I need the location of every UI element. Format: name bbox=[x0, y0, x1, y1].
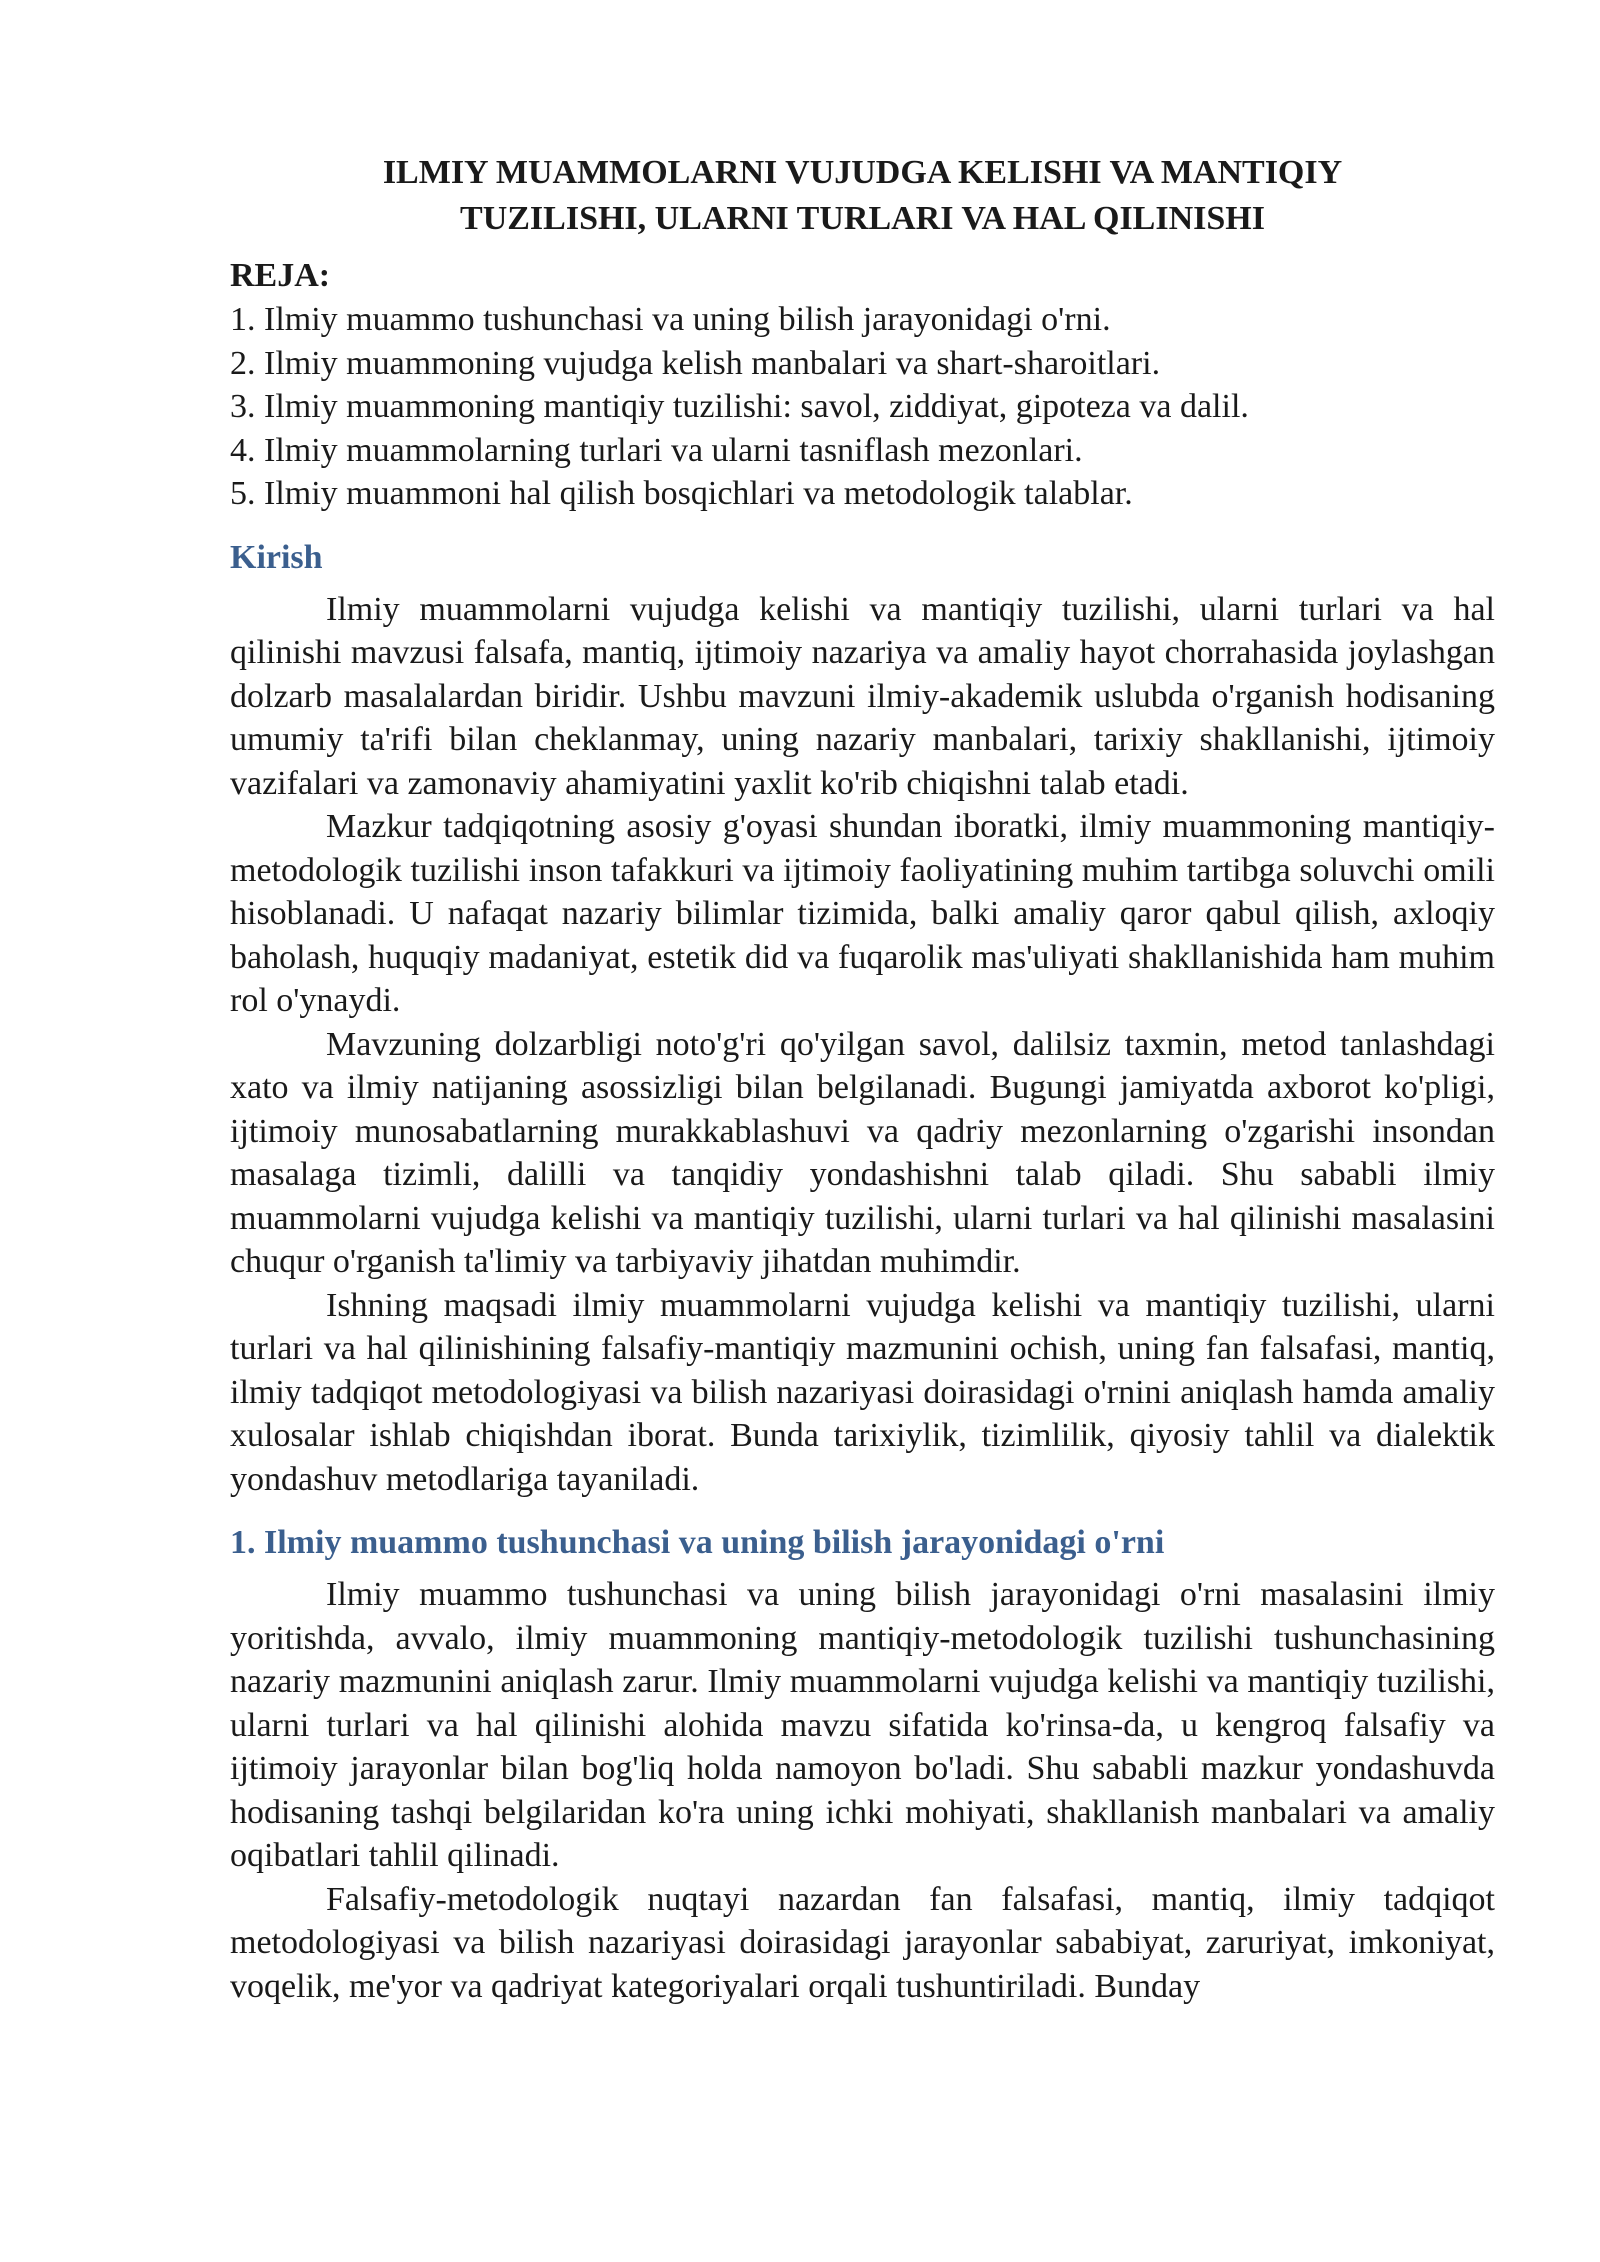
plan-item: 4. Ilmiy muammolarning turlari va ularni tasniflash mezonlari. bbox=[230, 431, 1083, 469]
intro-paragraph: Ishning maqsadi ilmiy muammolarni vujudga kelishi va mantiqiy tuzilishi, ularni turlari va hal qilinishining falsafiy-mantiqiy mazmunini ochish, uning fan falsafasi, mantiq, ilmiy tadqiqot metodologiyasi va bilish nazariyasi doirasidagi o'rnini aniqlash hamda amaliy xulosalar ishlab chiqishdan iborat. Bunda tarixiylik, tizimlilik, qiyosiy tahlil va dialektik yondashuv metodlariga tayaniladi. bbox=[230, 1286, 1495, 1498]
section-1-paragraph: Ilmiy muammo tushunchasi va uning bilish jarayonidagi o'rni masalasini ilmiy yoritishda, avvalo, ilmiy muammoning mantiqiy-metodologik tuzilishi tushunchasining nazariy mazmunini aniqlash zarur. Ilmiy muammolarni vujudga kelishi va mantiqiy tuzilishi, ularni turlari va hal qilinishi alohida mavzu sifatida ko'rinsa-da, u kengroq falsafiy va ijtimoiy jarayonlar bilan bog'liq holda namoyon bo'ladi. Shu sababli mazkur yondashuvda hodisaning tashqi belgilaridan ko'ra uning ichki mohiyati, shakllanish manbalari va amaliy oqibatlari tahlil qilinadi. bbox=[230, 1576, 1495, 1874]
section-1-heading: 1. Ilmiy muammo tushunchasi va uning bilish jarayonidagi o'rni bbox=[230, 1524, 1165, 1561]
section-1 bbox=[230, 1521, 1495, 2008]
plan-item: 2. Ilmiy muammoning vujudga kelish manbalari va shart-sharoitlari. bbox=[230, 344, 1161, 382]
intro-paragraph: Mazkur tadqiqotning asosiy g'oyasi shundan iboratki, ilmiy muammoning mantiqiy-metodologik tuzilishi inson tafakkuri va ijtimoiy faoliyatining muhim tartibga soluvchi omili hisoblanadi. U nafaqat nazariy bilimlar tizimida, balki amaliy qaror qabul qilish, axloqiy baholash, huquqiy madaniyat, estetik did va fuqarolik mas'uliyati shakllanishida ham muhim rol o'ynaydi. bbox=[230, 808, 1495, 1019]
intro-paragraph: Mavzuning dolzarbligi noto'g'ri qo'yilgan savol, dalilsiz taxmin, metod tanlashdagi xato va ilmiy natijaning asossizligi bilan belgilanadi. Bugungi jamiyatda axborot ko'pligi, ijtimoiy munosabatlarning murakkablashuvi va qadriy mezonlarning o'zgarishi insondan masalaga tizimli, dalilli va tanqidiy yondashishni talab qiladi. Shu sababli ilmiy muammolarni vujudga kelishi va mantiqiy tuzilishi, ularni turlari va hal qilinishi masalasini chuqur o'rganish ta'limiy va tarbiyaviy jihatdan muhimdir. bbox=[230, 1025, 1495, 1280]
plan-list bbox=[230, 298, 1495, 516]
intro-section bbox=[230, 536, 1495, 1502]
plan-item: 1. Ilmiy muammo tushunchasi va uning bilish jarayonidagi o'rni. bbox=[230, 301, 1111, 338]
plan-item: 3. Ilmiy muammoning mantiqiy tuzilishi: savol, ziddiyat, gipoteza va dalil. bbox=[230, 388, 1249, 425]
plan-heading: REJA: bbox=[230, 257, 331, 294]
title-line-1: ILMIY MUAMMOLARNI VUJUDGA KELISHI VA MANTIQIY bbox=[382, 154, 1343, 191]
document-title bbox=[230, 150, 1495, 242]
plan-item: 5. Ilmiy muammoni hal qilish bosqichlari va metodologik talablar. bbox=[230, 475, 1133, 512]
title-line-2: TUZILISHI, ULARNI TURLARI VA HAL QILINISHI bbox=[460, 200, 1265, 237]
plan-section bbox=[230, 254, 1495, 516]
section-1-paragraph: Falsafiy-metodologik nuqtayi nazardan fan falsafasi, mantiq, ilmiy tadqiqot metodologiyasi va bilish nazariyasi doirasidagi jarayonlar sababiyat, zaruriyat, imkoniyat, voqelik, me'yor va qadriyat kategoriyalari orqali tushuntiriladi. Bunday bbox=[230, 1880, 1495, 2005]
intro-heading: Kirish bbox=[230, 538, 323, 576]
intro-paragraph: Ilmiy muammolarni vujudga kelishi va mantiqiy tuzilishi, ularni turlari va hal qilinishi mavzusi falsafa, mantiq, ijtimoiy nazariya va amaliy hayot chorrahasida joylashgan dolzarb masalalardan biridir. Ushbu mavzuni ilmiy-akademik uslubda o'rganish hodisaning umumiy ta'rifi bilan cheklanmay, uning nazariy manbalari, tarixiy shakllanishi, ijtimoiy vazifalari va zamonaviy ahamiyatini yaxlit ko'rib chiqishni talab etadi. bbox=[230, 590, 1495, 802]
document-page bbox=[230, 150, 1495, 2008]
